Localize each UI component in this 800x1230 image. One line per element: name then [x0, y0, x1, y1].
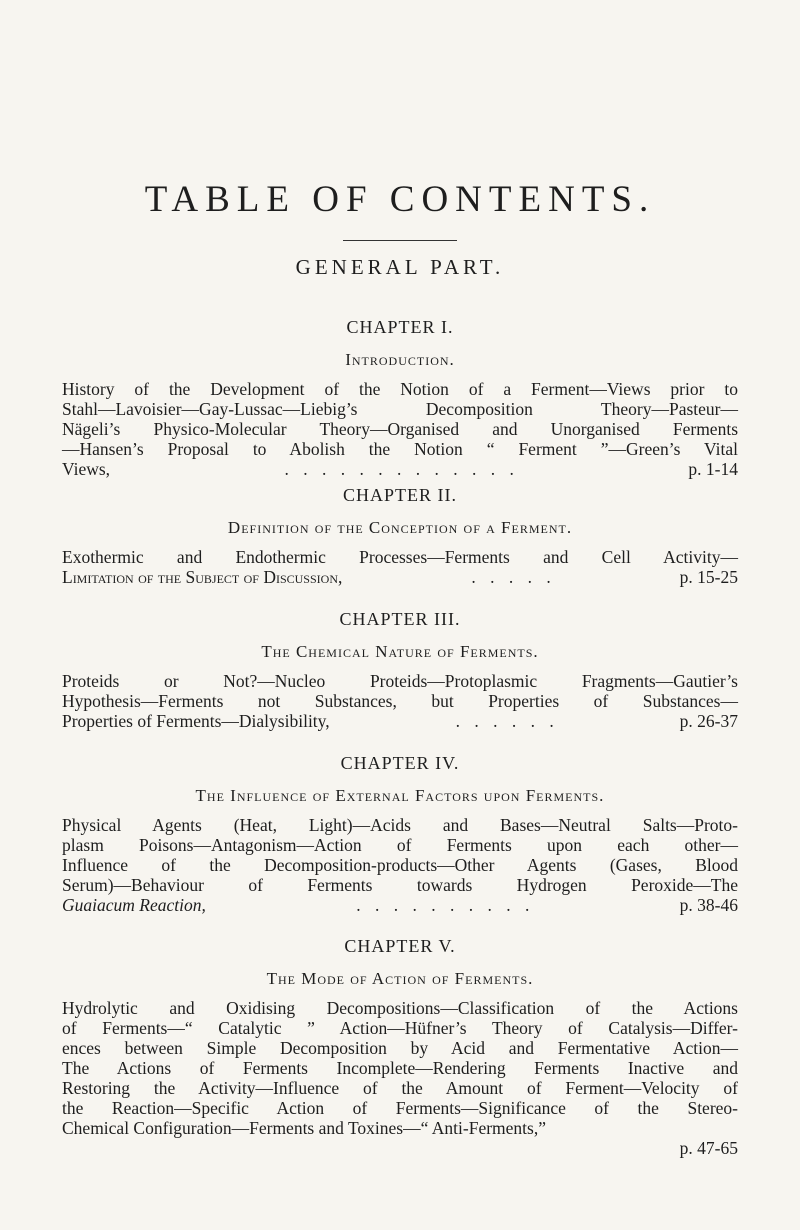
chapter-number: CHAPTER V. [344, 936, 456, 956]
chapter-title: Introduction. [345, 350, 455, 369]
chapter-number: CHAPTER I. [346, 317, 454, 337]
summary-line: Hydrolytic and Oxidising Decompositions—Classification of the Actions [62, 998, 738, 1018]
summary-line: —Hansen’s Proposal to Abolish the Notion “ Ferment ”—Green’s Vital [62, 439, 738, 459]
summary-line: of Ferments—“ Catalytic ” Action—Hüfner’s Theory of Catalysis—Differ- [62, 1018, 738, 1038]
summary-line: The Actions of Ferments Incomplete—Rendering Ferments Inactive and [62, 1058, 738, 1078]
chapter-summary [62, 815, 738, 915]
chapter-summary [62, 547, 738, 587]
chapter-number: CHAPTER III. [339, 609, 461, 629]
summary-line: Nägeli’s Physico-Molecular Theory—Organised and Unorganised Ferments [62, 419, 738, 439]
leader-dots: . . . . . . . . . . [356, 895, 530, 915]
summary-last-line [62, 895, 738, 915]
summary-line: Influence of the Decomposition-products—Other Agents (Gases, Blood [62, 855, 738, 875]
chapter-title: The Chemical Nature of Ferments. [261, 642, 539, 661]
page-range: p. 26-37 [679, 711, 738, 731]
summary-line: ences between Simple Decomposition by Acid and Fermentative Action— [62, 1038, 738, 1058]
summary-last-line [62, 1138, 738, 1158]
summary-line: Hypothesis—Ferments not Substances, but Properties of Substances— [62, 691, 738, 711]
title-divider [343, 240, 457, 241]
chapter-number: CHAPTER IV. [340, 753, 460, 773]
summary-last-line [62, 567, 738, 587]
summary-last-line [62, 711, 738, 731]
summary-line: Restoring the Activity—Influence of the Amount of Ferment—Velocity of [62, 1078, 738, 1098]
leader-dots: . . . . . . [455, 711, 554, 731]
summary-line: Proteids or Not?—Nucleo Proteids—Protoplasmic Fragments—Gautier’s [62, 671, 738, 691]
summary-line: the Reaction—Specific Action of Ferments—Significance of the Stereo- [62, 1098, 738, 1118]
summary-line: Physical Agents (Heat, Light)—Acids and Bases—Neutral Salts—Proto- [62, 815, 738, 835]
chapter-summary [62, 379, 738, 479]
chapter-title: The Influence of External Factors upon Ferments. [195, 786, 605, 805]
chapter-summary [62, 998, 738, 1158]
chapter-3 [62, 608, 738, 731]
chapter-number: CHAPTER II. [343, 485, 457, 505]
page-range: p. 1-14 [688, 459, 738, 479]
leader-dots: . . . . . [471, 567, 551, 587]
page-range: p. 47-65 [679, 1138, 738, 1158]
chapter-5 [62, 935, 738, 1158]
leader-dots: . . . . . . . . . . . . . [284, 459, 514, 479]
part-title: GENERAL PART. [295, 255, 505, 279]
chapter-2 [62, 484, 738, 587]
summary-line: Stahl—Lavoisier—Gay-Lussac—Liebig’s Decomposition Theory—Pasteur— [62, 399, 738, 419]
page-range: p. 38-46 [679, 895, 738, 915]
page-range: p. 15-25 [679, 567, 738, 587]
summary-line-end: Views, [62, 459, 111, 479]
summary-line-end: Guaiacum Reaction, [62, 895, 206, 915]
summary-last-line [62, 459, 738, 479]
page-title: TABLE OF CONTENTS. [144, 179, 656, 220]
summary-line-end: Properties of Ferments—Dialysibility, [62, 711, 330, 731]
chapter-4 [62, 752, 738, 915]
summary-line: Chemical Configuration—Ferments and Toxines—“ Anti-Ferments,” [62, 1118, 546, 1138]
chapter-summary [62, 671, 738, 731]
chapter-title: The Mode of Action of Ferments. [266, 969, 534, 988]
chapter-title: Definition of the Conception of a Ferment. [227, 518, 573, 537]
summary-line: Serum)—Behaviour of Ferments towards Hydrogen Peroxide—The [62, 875, 738, 895]
summary-line-end: Limitation of the Subject of Discussion, [62, 567, 343, 587]
chapter-1 [62, 316, 738, 479]
summary-line: History of the Development of the Notion of a Ferment—Views prior to [62, 379, 738, 399]
summary-line: plasm Poisons—Antagonism—Action of Ferments upon each other— [62, 835, 738, 855]
summary-line: Exothermic and Endothermic Processes—Ferments and Cell Activity— [62, 547, 738, 567]
